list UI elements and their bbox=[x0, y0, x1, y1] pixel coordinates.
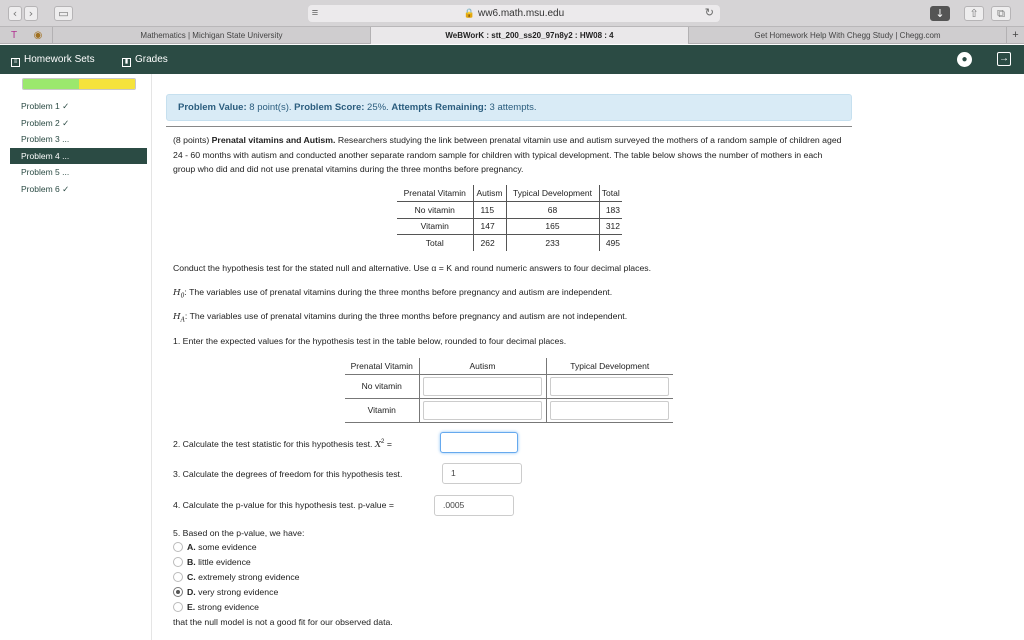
table-cell: 312 bbox=[599, 218, 622, 235]
test-statistic-input[interactable] bbox=[440, 432, 518, 453]
table-row bbox=[397, 218, 622, 235]
expected-no-vitamin-typical-input[interactable] bbox=[550, 377, 669, 396]
sidebar-item-problem-3[interactable]: Problem 3 ... bbox=[21, 134, 70, 144]
table-cell: 262 bbox=[473, 235, 506, 252]
forward-icon[interactable]: › bbox=[24, 6, 38, 21]
user-icon[interactable]: ● bbox=[957, 52, 972, 67]
table-header: Prenatal Vitamin bbox=[345, 358, 419, 374]
homework-sets-label: Homework Sets bbox=[24, 54, 95, 65]
table-cell: No vitamin bbox=[345, 374, 419, 398]
problem-list bbox=[10, 98, 147, 197]
table-header: Typical Development bbox=[546, 358, 673, 374]
tab-chegg[interactable]: Get Homework Help With Chegg Study | Chegg.com bbox=[688, 27, 1006, 44]
problem-score-label: Problem Score: bbox=[294, 102, 365, 113]
option-text: strong evidence bbox=[197, 602, 259, 612]
instructions: Conduct the hypothesis test for the stated null and alternative. Use α = K and round numeric answers to four decimal places. bbox=[173, 263, 652, 273]
tab-msu[interactable]: Mathematics | Michigan State University bbox=[52, 27, 370, 44]
null-hypothesis bbox=[173, 285, 843, 304]
h0-symbol: H bbox=[173, 288, 181, 298]
tab-webwork[interactable]: WeBWorK : stt_200_ss20_97n8y2 : HW08 : 4 bbox=[370, 27, 688, 44]
option-letter: E. bbox=[187, 602, 196, 612]
attempts-remaining: 3 attempts. bbox=[489, 102, 537, 113]
table-row bbox=[397, 202, 622, 219]
radio-button[interactable] bbox=[173, 542, 183, 552]
chi-exponent: 2 bbox=[381, 439, 385, 445]
table-header: Prenatal Vitamin bbox=[397, 185, 473, 202]
table-header: Total bbox=[599, 185, 622, 202]
option-text: some evidence bbox=[198, 542, 257, 552]
contingency-table bbox=[397, 185, 622, 251]
option-letter: B. bbox=[187, 557, 196, 567]
table-row bbox=[345, 398, 673, 422]
table-cell: Vitamin bbox=[345, 398, 419, 422]
option-text: extremely strong evidence bbox=[198, 572, 300, 582]
table-cell: Total bbox=[397, 235, 473, 252]
ha-symbol: H bbox=[173, 312, 181, 322]
question-3: 3. Calculate the degrees of freedom for this hypothesis test. bbox=[173, 469, 403, 479]
problem-main bbox=[152, 74, 1024, 640]
table-cell: 233 bbox=[506, 235, 599, 252]
question-1: 1. Enter the expected values for the hypothesis test in the table below, rounded to four decimal places. bbox=[173, 336, 567, 346]
option-text: very strong evidence bbox=[198, 587, 279, 597]
table-row bbox=[397, 235, 622, 252]
radio-button[interactable] bbox=[173, 602, 183, 612]
chart-icon: ▮ bbox=[122, 58, 131, 67]
download-icon[interactable]: ↓ bbox=[930, 6, 950, 21]
pinned-tab-icon[interactable]: T bbox=[10, 30, 18, 41]
ha-text: : The variables use of prenatal vitamins during the three months before pregnancy and autism are not independent. bbox=[184, 311, 628, 321]
app-header bbox=[0, 45, 1024, 74]
pinned-tab-icon-2[interactable]: ◉ bbox=[33, 30, 43, 41]
sidebar-item-problem-2[interactable]: Problem 2 ✓ bbox=[21, 117, 70, 128]
list-icon: ≡ bbox=[11, 58, 20, 67]
back-icon[interactable]: ‹ bbox=[8, 6, 22, 21]
url-text: ww6.math.msu.edu bbox=[478, 8, 565, 19]
option-text: little evidence bbox=[198, 557, 251, 567]
question-5: 5. Based on the p-value, we have: bbox=[173, 528, 305, 538]
option-c[interactable] bbox=[173, 570, 300, 585]
expected-values-table bbox=[345, 358, 673, 423]
table-row bbox=[345, 374, 673, 398]
option-b[interactable] bbox=[173, 555, 251, 570]
problem-points: (8 points) bbox=[173, 135, 210, 145]
table-cell: 147 bbox=[473, 218, 506, 235]
grades-link[interactable] bbox=[122, 45, 168, 74]
table-cell: No vitamin bbox=[397, 202, 473, 219]
option-letter: A. bbox=[187, 542, 196, 552]
share-icon[interactable]: ⇧ bbox=[964, 6, 984, 21]
problem-sidebar bbox=[0, 74, 152, 640]
h0-text: : The variables use of prenatal vitamins during the three months before pregnancy and autism are independent. bbox=[184, 287, 613, 297]
table-header: Autism bbox=[473, 185, 506, 202]
ha-subscript: A bbox=[180, 316, 185, 324]
option-d[interactable] bbox=[173, 585, 278, 600]
reload-icon[interactable]: ↻ bbox=[704, 7, 714, 19]
table-cell: Vitamin bbox=[397, 218, 473, 235]
new-tab-icon[interactable]: + bbox=[1006, 27, 1024, 44]
radio-button[interactable] bbox=[173, 572, 183, 582]
sidebar-item-problem-5[interactable]: Problem 5 ... bbox=[21, 167, 70, 177]
problem-intro: Researchers studying the link between prenatal vitamin use and autism surveyed the mothers of a random sample of children aged 24 - 60 months with autism and conducted another separate random sample for children with typical development. The table below shows the number of mothers in each group who did and did not use prenatal vitamins during the three months before pregnancy. bbox=[173, 135, 842, 174]
score-summary bbox=[166, 94, 852, 121]
problem-value: 8 point(s). bbox=[249, 102, 292, 113]
tabs-overview-icon[interactable]: ⧉ bbox=[991, 6, 1011, 21]
progress-partial bbox=[79, 79, 135, 89]
problem-value-label: Problem Value: bbox=[178, 102, 247, 113]
problem-score: 25%. bbox=[367, 102, 389, 113]
address-bar[interactable] bbox=[308, 5, 720, 22]
expected-vitamin-typical-input[interactable] bbox=[550, 401, 669, 420]
radio-button[interactable] bbox=[173, 587, 183, 597]
option-a[interactable] bbox=[173, 540, 257, 555]
sidebar-item-problem-1[interactable]: Problem 1 ✓ bbox=[21, 101, 70, 111]
question-2-text: 2. Calculate the test statistic for this hypothesis test. bbox=[173, 438, 373, 449]
table-cell: 115 bbox=[473, 202, 506, 219]
option-letter: D. bbox=[187, 587, 196, 597]
logout-icon[interactable]: → bbox=[999, 53, 1009, 64]
degrees-of-freedom-input[interactable]: 1 bbox=[442, 463, 522, 484]
table-cell: 495 bbox=[599, 235, 622, 252]
homework-sets-link[interactable] bbox=[11, 45, 95, 74]
table-cell: 68 bbox=[506, 202, 599, 219]
table-cell: 165 bbox=[506, 218, 599, 235]
sidebar-item-problem-6[interactable]: Problem 6 ✓ bbox=[21, 183, 70, 194]
sidebar-item-problem-4[interactable]: Problem 4 ... bbox=[10, 148, 147, 165]
table-header: Autism bbox=[419, 358, 546, 374]
option-e[interactable] bbox=[173, 600, 259, 615]
browser-toolbar bbox=[0, 0, 1024, 27]
option-letter: C. bbox=[187, 572, 196, 582]
h0-subscript: 0 bbox=[180, 292, 185, 300]
sidebar-toggle-icon[interactable]: ▭ bbox=[54, 6, 73, 21]
expected-no-vitamin-autism-input[interactable] bbox=[423, 377, 542, 396]
divider bbox=[166, 126, 852, 127]
progress-correct bbox=[23, 79, 79, 89]
expected-vitamin-autism-input[interactable] bbox=[423, 401, 542, 420]
tab-bar bbox=[0, 27, 1024, 44]
question-4: 4. Calculate the p-value for this hypothesis test. p-value = bbox=[173, 500, 394, 510]
reader-icon[interactable]: ≡ bbox=[311, 7, 319, 19]
lock-icon: 🔒 bbox=[463, 8, 476, 18]
grades-label: Grades bbox=[135, 54, 168, 65]
progress-bar bbox=[22, 78, 136, 90]
table-header: Typical Development bbox=[506, 185, 599, 202]
conclusion-text: that the null model is not a good fit for our observed data. bbox=[173, 617, 393, 627]
equals-sign: = bbox=[386, 438, 392, 449]
chi-symbol: X bbox=[374, 439, 382, 450]
table-cell: 183 bbox=[599, 202, 622, 219]
p-value-input[interactable]: .0005 bbox=[434, 495, 514, 516]
attempts-label: Attempts Remaining: bbox=[391, 102, 487, 113]
alt-hypothesis bbox=[173, 309, 843, 328]
problem-title: Prenatal vitamins and Autism. bbox=[211, 135, 336, 145]
radio-button[interactable] bbox=[173, 557, 183, 567]
problem-statement bbox=[173, 133, 843, 177]
